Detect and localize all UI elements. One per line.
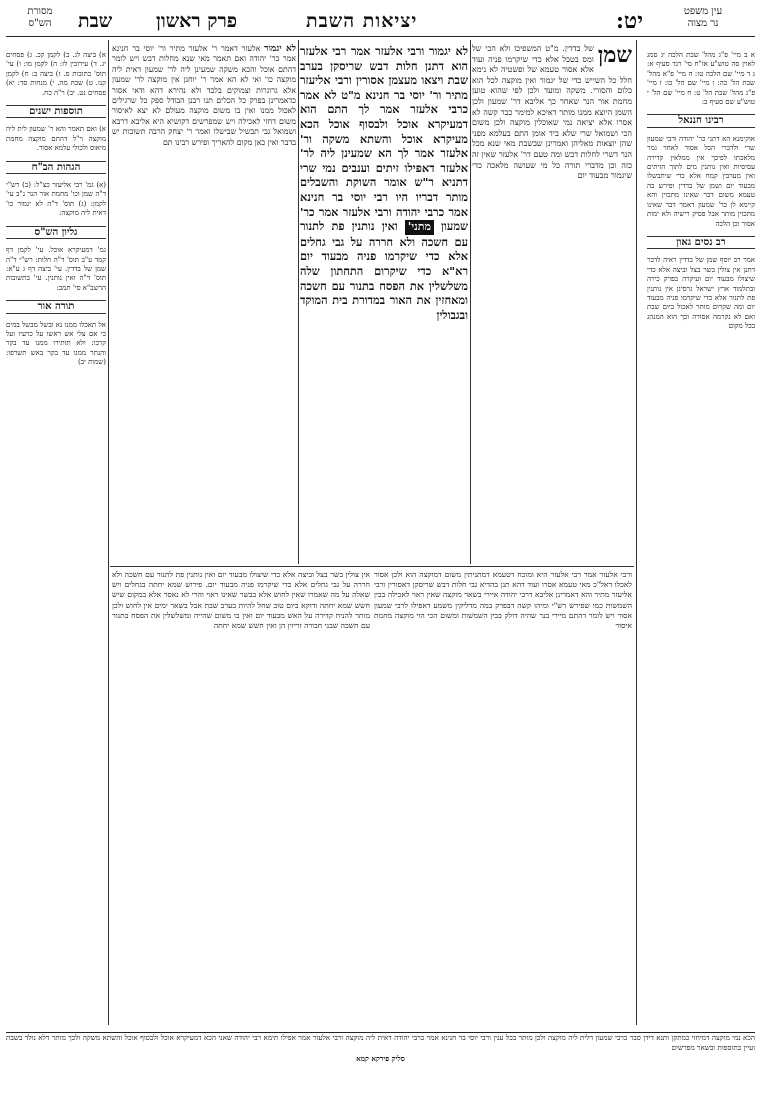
column-rule (470, 40, 471, 564)
perek-number: פרק ראשון (156, 10, 238, 32)
tosafot-yeshanim-text: א) ואם תאמר והא ר' שמעון לית ליה מוקצה וי"ל דהתם מוקצה מחמת מיאוס ולכולי עלמא אסור. (6, 125, 106, 153)
rashi-commentary (472, 44, 632, 564)
ein-mishpat-text: א ב מיי' פ"ג מהל' שבת הלכה יג סמג לאוין סה טוש"ע או"ח סי' רנד סעיף א: ג ד מיי' שם הלכה טז: ה מיי' פ"א מהל' שבת הל' כה: ו מיי' שם הל' כו: ז מיי' פ"ג מהל' שבת הל' ט: ח מיי' שם הל' י טוש"ע שם סעיף ב: (647, 51, 755, 107)
column-rule (636, 40, 637, 1025)
rabbenu-chananel-title: רבינו חננאל (647, 114, 755, 127)
lower-commentary-left: אין צולין בשר בצל וביצה אלא כדי שיצולו מבעוד יום ואין נותנין פת לתנור עם חשכה ולא חררה על גבי גחלים אלא כדי שיקרמו פניה מבעוד יום. פירוש שמא יחתה בגחלים ויש שאלה על מה שאמרו שאין לחוש אלא בבשר שאינו ראוי והרי לא נאסר אלא במקום שיש חשש שמא יחתה ודוקא ביום טוב שחל להיות בערב שבת אבל בשאר ימים אין לחוש ולכן מותר להניח קדירה על האש מבעוד יום ואין בו משום שהייה ומשלשלין את הפסח בתנור עם חשכה שבני חבורה זריזין הן ואין חשש שמא יחתה (112, 570, 370, 631)
rav-nissim-gaon-title: רב נסים גאון (647, 236, 755, 249)
folio-number: יט: (615, 8, 643, 34)
masoret-label: מסורת הש"ס (27, 6, 53, 29)
gemara-text (300, 44, 468, 564)
ein-mishpat-label: עין משפט נר מצוה (683, 6, 723, 29)
mishna-marker: מתני' (405, 220, 434, 235)
rashi-opening-word: שמן (597, 44, 632, 68)
rav-nissim-gaon-text: אמר רב יוסף שמן של בדדין ראיה לדבר דתנן אין צולין בשר בצל וביצה אלא כדי שיצולו מבעוד יום ועיקרה בפרק כירה ובתלמוד ארץ ישראל גרסינן אין נותנין פת לתנור אלא כדי שיקרמו פניה מבעוד יום ומה שקרום מותר לאכול ביום שבת ואם לא נקרמה אסורה וכך הוא המנהג בכל מקום (647, 256, 755, 331)
gemara-passage-3: ואין נותנין פת לתנור עם חשכה ולא חררה על גבי גחלים אלא כדי שיקרמו פניה מבעוד יום רא"א כדי שיקרום התחתון שלה משלשלין את הפסח בתנור עם חשכה ומאחזין את האור במדורת בית המוקד ובגבולין (300, 219, 468, 322)
column-rule (298, 40, 299, 564)
gemara-passage-2: השוקת והשבלים מותר דבריו היו רבי יוסי בר חנינא אמר כרבי יהודה ורבי אלעזר אמר כר' שמעון (300, 175, 468, 234)
gilyon-hashas-text: גמ' דמעיקרא אוכל. עי' לקמן דף קמד ע"ב תוס' ד"ה חלות: רש"י ד"ה שמן של בדדין. עי' ביצה דף ג ע"א: תוס' ד"ה ואין נותנין. עי' בתשובות הרשב"א סי' תמב: (6, 246, 106, 292)
torah-or-text: אל תאכלו ממנו נא ובשל מבשל במים כי אם צלי אש ראשו על כרעיו ועל קרבו: ולא תותירו ממנו עד בקר והנתר ממנו עד בקר באש תשרפו: (שמות יב) (6, 320, 106, 367)
lower-commentary (112, 570, 632, 1030)
gilyon-hashas-title: גליון הש"ס (6, 226, 106, 239)
left-margin (6, 44, 106, 1029)
lower-commentary-right: ורבי אלעזר אמר רבי אלעזר היא ומוכח דטעמא דמתניתין משום דמוקצה הוא ולכן אסור לאכלו דאל"כ מאי טעמא אסרו ועוד דהא תנן בהדיא גבי חלות דבש שריסקן דאסורין ורבי אליעזר מתיר והא דאמרינן אליבא דרבי יהודה איירי בשאר מוקצה שאין ראוי לאכילה בבין השמשות כמו שפירש רש"י ומיהו קשה דבפרק במה מדליקין משמע דאפילו לרבי שמעון אסור ויש לומר דהתם מיירי בנר שהיה דולק בבין השמשות ומשום הכי הוי מוקצה מחמת איסור (374, 570, 632, 631)
section-rule (110, 566, 634, 567)
tractate-name: שבת (78, 10, 113, 32)
right-margin (647, 44, 755, 1029)
tosafot-opening: לא יגמור (264, 44, 296, 54)
column-rule (108, 40, 109, 1025)
footer-text: הכא נמי מוקצה דמיחזי כמתקן ותנא דידן סבר כרבי שמעון דלית ליה מוקצה ולכן מותר בכל ענין ורבי יוסי בר חנינא אמר כרבי יהודה דאית ליה מוקצה ורבי אלעזר אמר אפילו תימא רבי יהודה שאני הכא דמעיקרא אוכל ולבסוף אוכל והשתא משקה ולכך מותר דלא נולד בשבת ועיין בתוספות ובשאר מפרשים (6, 1033, 755, 1052)
running-header (6, 6, 755, 37)
rabbenu-chananel-text: אוקימנא הא דתני כר' יהודה ורבי שמעון שרי ולדברי הכל אסור לאחר גמר מלאכתו לפיכך אין ממלאין קדירה עסיסיות ואין נותנין מים לתוך הזיתים ואין מערבין קמח אלא כדי שיתבשלו מבעוד יום ושמן של בדדין ופירש בה טעמא משום דבר שאינו מתכוין והא קיימא לן כר' שמעון דאמר דבר שאינו מתכוין מותר אבל פסיק רישיה ולא ימות אסור וכן הלכה (647, 134, 755, 228)
tosafot-commentary (112, 44, 296, 564)
masoret-hashas-text: א) ביצה לג. ב) לקמן קכ. ג) פסחים יג. ד) עירובין לז: ה) לקמן מו: ו) עי' תוס' כתובות ס. ז) ביצה ב: ח) לקמן קנז. ט) שבת מה. י) מנחות סד: יא) פסחים נט. יב) ר"ה כח. (6, 51, 106, 97)
torah-or-title: תורה אור (6, 300, 106, 313)
tosafot-text: אלעזר דאמר ר' אלעזר מתיר ור' יוסי בר חנינא אמר כר' יהודה ואם תאמר מאי שנא מחלות דבש ויש לומר דהתם אוכל והכא משקה שמעינן ליה לר' שמעון דאית ליה מוקצה כו' ואי לא הא אמר ר' יוחנן אין מוקצה לר' שמעון אלא גרוגרות וצמוקים בלבד ולא נהירא דהא ודאי אסור כדאמרינן בפרק כל הכלים תנו רבנן הבודל ספק כל שרגילים לאכול ממנו ואין בו משום מוקצה מעולם לא יצא לאיסור משום דחזי לאכילה ויש שמפרשים דקושיא היא אליבא דרבא ושמואל גבי תבשיל שבישלו ואמר ר' יצחק הרבה תשובות יש בדבר ואין כאן מקום להאריך ופירש רבינו תם (112, 44, 296, 147)
rashi-text: של בדדין. מ"ט המשפיכו ולא הכי של ומס בטבל אלא כדי שיקרמו פניה ועוד אלא אסור טעמא של ופשטיה לא נימא חלל כל השייש כדי של יגמור ואין מוקצה לכל הוא כלום והסורי. משקה ומועד ולכן לפי שהוא טוען מחמת אור הנר שאחר כך אליבא דר' שמעון ולכן השמן היוצא ממנו מותר דאיכא למימר כבר קשה לא אסרו אלא יציאה נמי שאוכלין מוקצה ולכן משום הכי ושמואל שרי שלא ביד אומן התם בעלמא מפני שהן יוצאות מאליהן ואמרינן שבשבת מאי שנא מכל הנר דשרי לחלות דבש ומה טעם דר' אלעזר שאין זה כזה וכן מדברי תורה כל מי שעושה מלאכה כדי שיגמור מבעוד יום (472, 44, 632, 181)
chapter-name: יציאות השבת (306, 10, 418, 32)
tosafot-yeshanim-title: תוספות ישנים (6, 105, 106, 118)
hagahot-habach-text: (א) גמ' רבי אליעזר כצ"ל: (ב) רש"י ד"ה שמן וכו' מחמת אור הנר נ"ב עי' לקמן: (ג) תוס' ד"ה לא יגמור כו' דאית ליה מוקצה: (6, 181, 106, 218)
hagahot-habach-title: הגהות הב"ח (6, 161, 106, 174)
page-footer (6, 1032, 755, 1089)
chapter-end-marker: סליק פירקא קמא (356, 1054, 405, 1064)
gemara-passage-1: לא יגמור ורבי אלעזר אמר רבי אלעזר הוא דתנן חלות דבש שריסקן בערב שבת ויצאו מעצמן אסורין ורבי אליעזר מתיר ור' יוסי בר חנינא מ"ט לא אמר כרבי אלעזר אמר לך התם הוא דמעיקרא אוכל ולבסוף אוכל הכא מעיקרא אוכל והשתא משקה ור' אלעזר אמר לך הא שמעינן ליה לר' אלעזר דאפילו זיתים וענבים נמי שרי דתניא ר"ש אומר (300, 44, 468, 190)
